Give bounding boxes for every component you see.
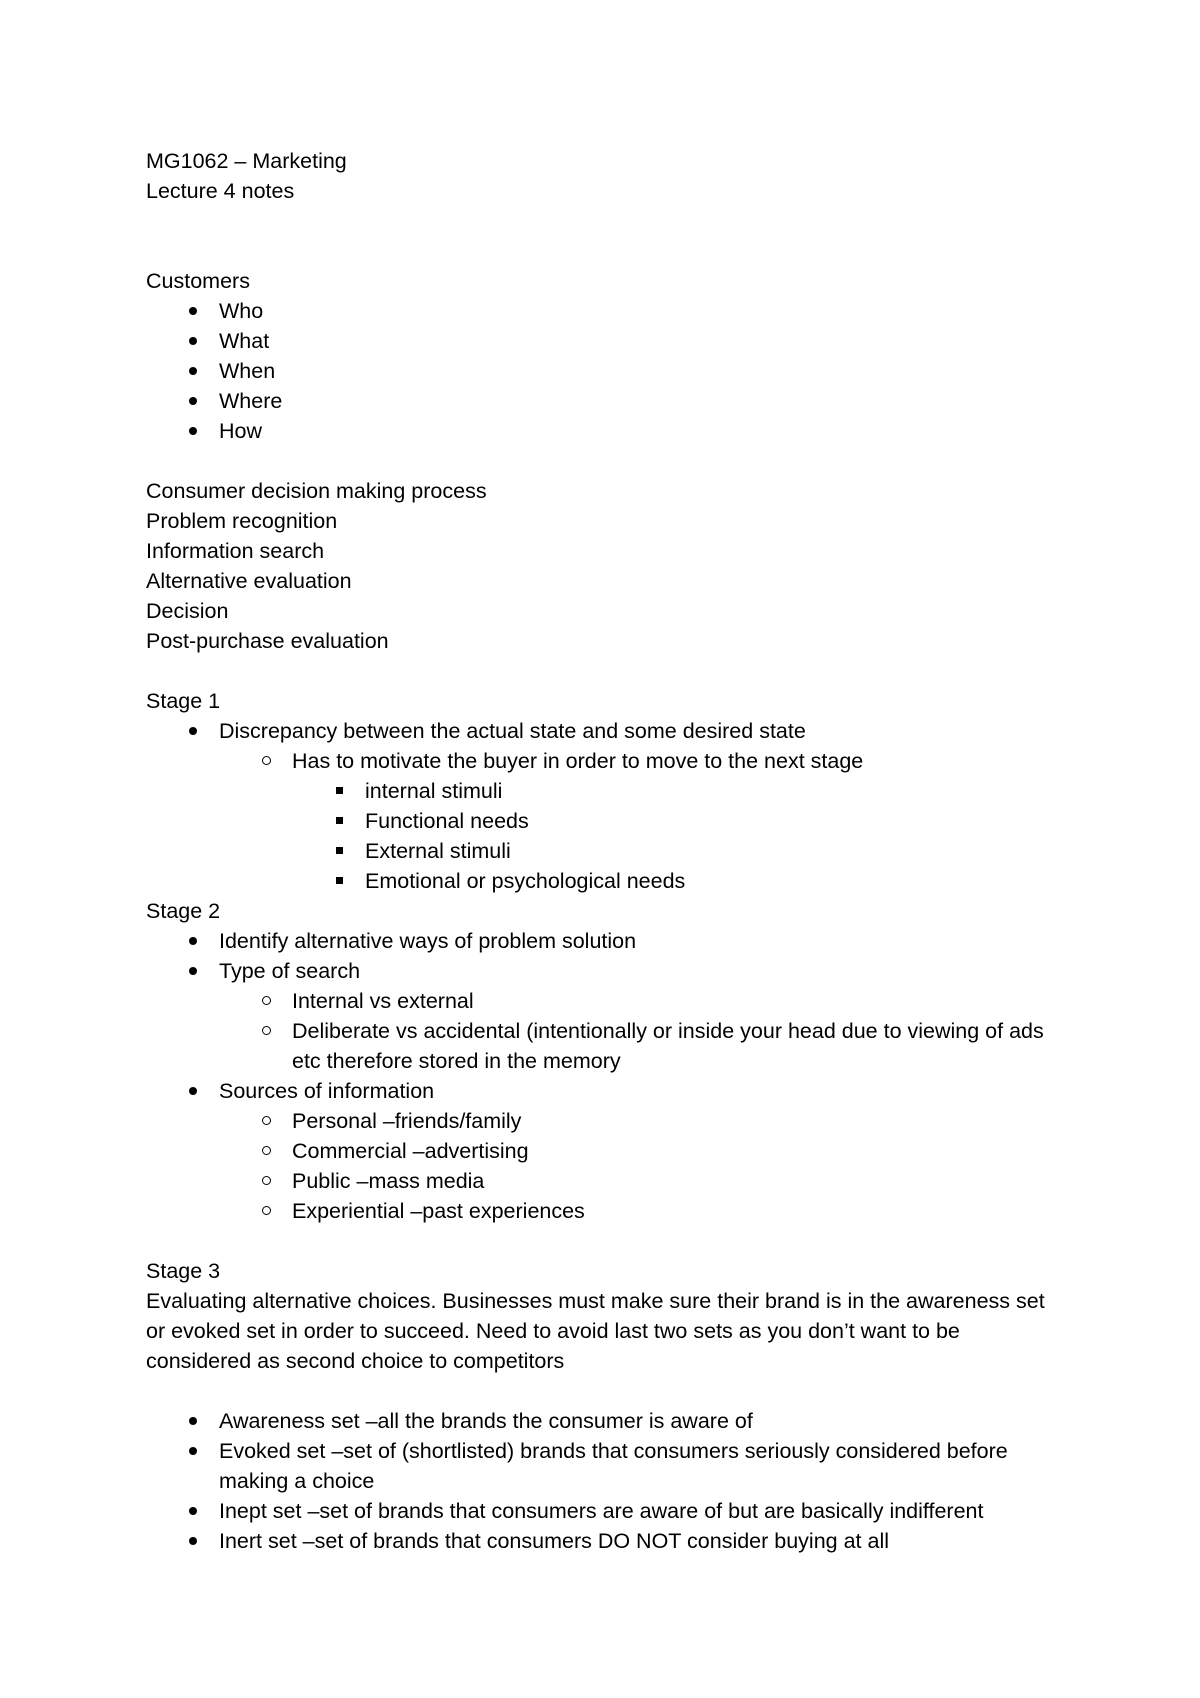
list-item: Has to motivate the buyer in order to move to the next stage — [146, 746, 1046, 776]
bullet-icon — [183, 416, 203, 446]
list-item: Deliberate vs accidental (intentionally or inside your head due to viewing of ads etc therefore stored in the memory — [146, 1016, 1046, 1076]
lecture-subtitle: Lecture 4 notes — [146, 179, 295, 203]
circle-bullet-icon — [256, 1106, 276, 1136]
circle-bullet-icon — [256, 986, 276, 1016]
list-item: Awareness set –all the brands the consumer is aware of — [146, 1406, 1046, 1436]
stage2-heading: Stage 2 — [146, 899, 221, 923]
list-item: External stimuli — [146, 836, 1046, 866]
list-item: Emotional or psychological needs — [146, 866, 1046, 896]
bullet-icon — [183, 926, 203, 956]
list-item: Inert set –set of brands that consumers DO NOT consider buying at all — [146, 1526, 1046, 1556]
list-item: Who — [146, 296, 1046, 326]
bullet-icon — [183, 956, 203, 986]
customers-list — [146, 296, 1046, 446]
list-item: Where — [146, 386, 1046, 416]
circle-bullet-icon — [256, 746, 276, 776]
bullet-icon — [183, 716, 203, 746]
list-item: Discrepancy between the actual state and some desired state — [146, 716, 1046, 746]
list-item: Type of search — [146, 956, 1046, 986]
document-body — [146, 146, 1046, 1556]
circle-bullet-icon — [256, 1166, 276, 1196]
stage3-list — [146, 1406, 1046, 1556]
list-item: What — [146, 326, 1046, 356]
stage1-list — [146, 716, 1046, 896]
square-bullet-icon — [329, 806, 349, 836]
process-step: Information search — [146, 539, 325, 563]
list-item: When — [146, 356, 1046, 386]
list-item: Internal vs external — [146, 986, 1046, 1016]
circle-bullet-icon — [256, 1136, 276, 1166]
square-bullet-icon — [329, 866, 349, 896]
bullet-icon — [183, 1076, 203, 1106]
process-step: Post-purchase evaluation — [146, 629, 389, 653]
square-bullet-icon — [329, 776, 349, 806]
process-step: Problem recognition — [146, 509, 338, 533]
square-bullet-icon — [329, 836, 349, 866]
bullet-icon — [183, 386, 203, 416]
bullet-icon — [183, 1436, 203, 1466]
stage3-heading: Stage 3 — [146, 1259, 221, 1283]
list-item: internal stimuli — [146, 776, 1046, 806]
course-title: MG1062 – Marketing — [146, 149, 347, 173]
list-item: Personal –friends/family — [146, 1106, 1046, 1136]
list-item: Commercial –advertising — [146, 1136, 1046, 1166]
process-step: Alternative evaluation — [146, 569, 352, 593]
list-item: Evoked set –set of (shortlisted) brands that consumers seriously considered before making a choice — [146, 1436, 1046, 1496]
list-item: Identify alternative ways of problem solution — [146, 926, 1046, 956]
process-heading: Consumer decision making process — [146, 479, 487, 503]
bullet-icon — [183, 326, 203, 356]
list-item: How — [146, 416, 1046, 446]
circle-bullet-icon — [256, 1196, 276, 1226]
bullet-icon — [183, 356, 203, 386]
stage2-list — [146, 926, 1046, 1226]
stage1-heading: Stage 1 — [146, 689, 221, 713]
list-item: Experiential –past experiences — [146, 1196, 1046, 1226]
circle-bullet-icon — [256, 1016, 276, 1046]
bullet-icon — [183, 1526, 203, 1556]
bullet-icon — [183, 296, 203, 326]
list-item: Functional needs — [146, 806, 1046, 836]
customers-heading: Customers — [146, 269, 250, 293]
stage3-paragraph: Evaluating alternative choices. Businesses must make sure their brand is in the awareness set or evoked set in order to succeed. Need to avoid last two sets as you don’t want to be considered as second choice to competitors — [146, 1289, 1045, 1373]
list-item: Inept set –set of brands that consumers are aware of but are basically indifferent — [146, 1496, 1046, 1526]
process-step: Decision — [146, 599, 229, 623]
list-item: Sources of information — [146, 1076, 1046, 1106]
bullet-icon — [183, 1406, 203, 1436]
list-item: Public –mass media — [146, 1166, 1046, 1196]
bullet-icon — [183, 1496, 203, 1526]
